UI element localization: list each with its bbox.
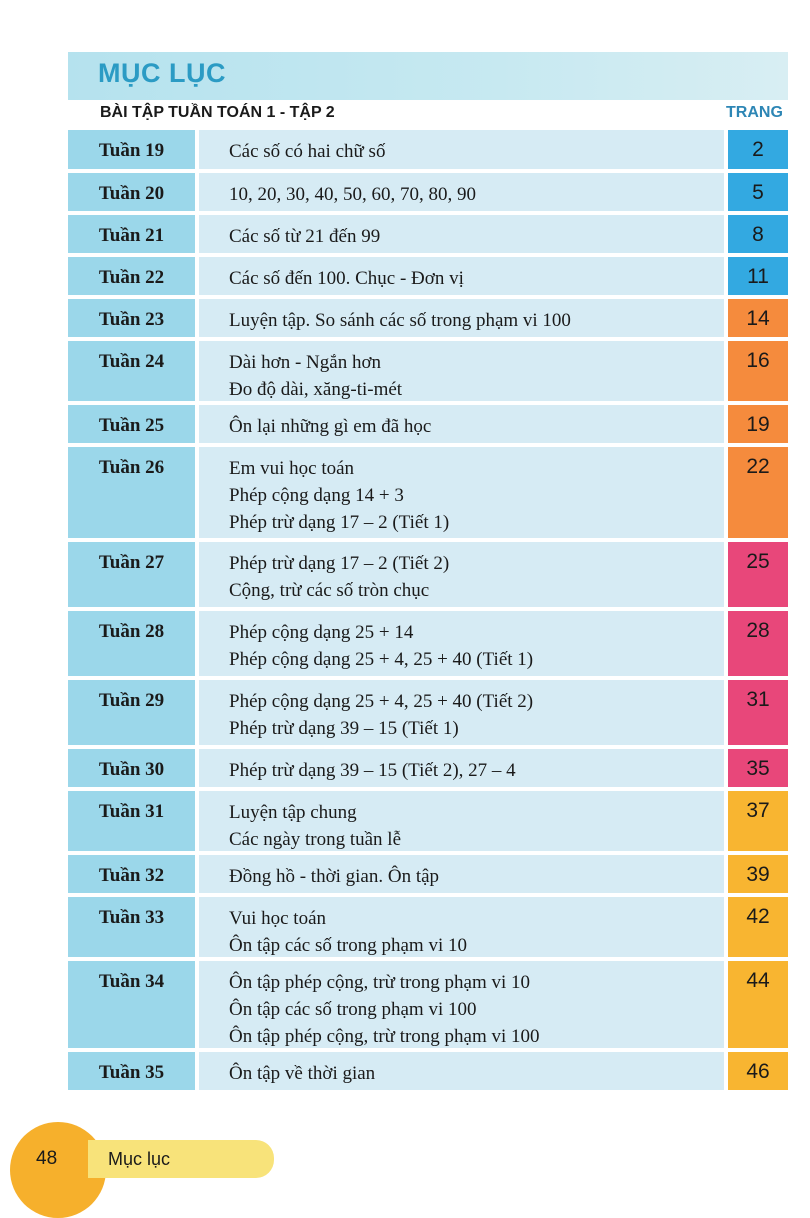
topic-cell [199,680,724,745]
topic-line: Các số có hai chữ số [229,141,386,162]
toc-row [68,341,788,401]
topic-line: Phép cộng dạng 14 + 3 [229,485,404,506]
topic-line: 10, 20, 30, 40, 50, 60, 70, 80, 90 [229,184,476,205]
topic-cell [199,130,724,169]
week-label: Tuần 34 [68,961,195,1048]
page-title: MỤC LỤC [98,58,226,88]
week-label: Tuần 26 [68,447,195,538]
toc-row [68,855,788,893]
week-label: Tuần 24 [68,341,195,401]
topic-line: Ôn tập phép cộng, trừ trong phạm vi 10 [229,972,531,993]
topic-line: Các ngày trong tuần lễ [229,829,402,850]
toc-row [68,130,788,169]
week-label: Tuần 22 [68,257,195,295]
topic-cell [199,611,724,676]
topic-line: Các số đến 100. Chục - Đơn vị [229,268,464,289]
toc-row [68,173,788,211]
topic-cell [199,542,724,607]
toc-row [68,299,788,337]
week-label: Tuần 29 [68,680,195,745]
topic-line: Luyện tập. So sánh các số trong phạm vi 100 [229,310,571,331]
topic-cell [199,447,724,538]
toc-row [68,961,788,1048]
topic-cell [199,855,724,893]
topic-cell [199,257,724,295]
page-number-cell: 31 [728,680,788,745]
page-number-cell: 28 [728,611,788,676]
week-label: Tuần 27 [68,542,195,607]
book-subtitle: BÀI TẬP TUẦN TOÁN 1 - TẬP 2 [100,104,335,121]
page-number-cell: 42 [728,897,788,957]
topic-line: Phép trừ dạng 39 – 15 (Tiết 1) [229,718,459,739]
toc-row [68,680,788,745]
page-number-cell: 11 [728,257,788,295]
toc-row [68,257,788,295]
week-label: Tuần 31 [68,791,195,851]
page-number-cell: 39 [728,855,788,893]
page-number-cell: 5 [728,173,788,211]
week-label: Tuần 21 [68,215,195,253]
topic-line: Đo độ dài, xăng-ti-mét [229,379,403,400]
topic-line: Em vui học toán [229,458,355,479]
topic-cell [199,405,724,443]
topic-line: Ôn tập các số trong phạm vi 10 [229,935,467,956]
topic-line: Ôn tập các số trong phạm vi 100 [229,999,477,1020]
week-label: Tuần 32 [68,855,195,893]
page-number-cell: 25 [728,542,788,607]
topic-line: Phép cộng dạng 25 + 4, 25 + 40 (Tiết 2) [229,691,534,712]
page-number-cell: 46 [728,1052,788,1090]
page-number-cell: 14 [728,299,788,337]
week-label: Tuần 23 [68,299,195,337]
topic-cell [199,791,724,851]
topic-line: Phép cộng dạng 25 + 4, 25 + 40 (Tiết 1) [229,649,534,670]
toc-row [68,791,788,851]
topic-line: Cộng, trừ các số tròn chục [229,580,430,601]
week-label: Tuần 20 [68,173,195,211]
week-label: Tuần 25 [68,405,195,443]
topic-cell [199,749,724,787]
week-label: Tuần 28 [68,611,195,676]
topic-line: Luyện tập chung [229,802,357,823]
topic-line: Phép cộng dạng 25 + 14 [229,622,414,643]
topic-cell [199,173,724,211]
toc-row [68,1052,788,1090]
week-label: Tuần 33 [68,897,195,957]
topic-cell [199,215,724,253]
topic-cell [199,1052,724,1090]
topic-line: Ôn tập phép cộng, trừ trong phạm vi 100 [229,1026,540,1047]
page-number-cell: 22 [728,447,788,538]
topic-line: Vui học toán [229,908,327,929]
topic-line: Phép trừ dạng 17 – 2 (Tiết 1) [229,512,450,533]
page-number-cell: 35 [728,749,788,787]
topic-line: Các số từ 21 đến 99 [229,226,381,247]
page-number: 48 [36,1148,58,1169]
toc-row [68,749,788,787]
page-number-cell: 44 [728,961,788,1048]
topic-line: Phép trừ dạng 17 – 2 (Tiết 2) [229,553,450,574]
topic-line: Đồng hồ - thời gian. Ôn tập [229,866,440,887]
topic-cell [199,897,724,957]
page-number-cell: 2 [728,130,788,169]
footer-section-label: Mục lục [108,1149,171,1169]
page-number-cell: 16 [728,341,788,401]
page-number-cell: 19 [728,405,788,443]
topic-cell [199,341,724,401]
week-label: Tuần 35 [68,1052,195,1090]
toc-row [68,611,788,676]
page-number-cell: 8 [728,215,788,253]
topic-line: Phép trừ dạng 39 – 15 (Tiết 2), 27 – 4 [229,760,516,781]
week-label: Tuần 19 [68,130,195,169]
table-of-contents [68,130,788,1112]
page-column-label: TRANG [726,104,783,121]
week-label: Tuần 30 [68,749,195,787]
toc-row [68,897,788,957]
topic-line: Ôn lại những gì em đã học [229,416,432,437]
topic-cell [199,961,724,1048]
toc-row [68,215,788,253]
topic-line: Dài hơn - Ngắn hơn [229,352,382,373]
topic-line: Ôn tập về thời gian [229,1063,376,1084]
toc-row [68,405,788,443]
toc-row [68,447,788,538]
page-number-cell: 37 [728,791,788,851]
toc-row [68,542,788,607]
topic-cell [199,299,724,337]
